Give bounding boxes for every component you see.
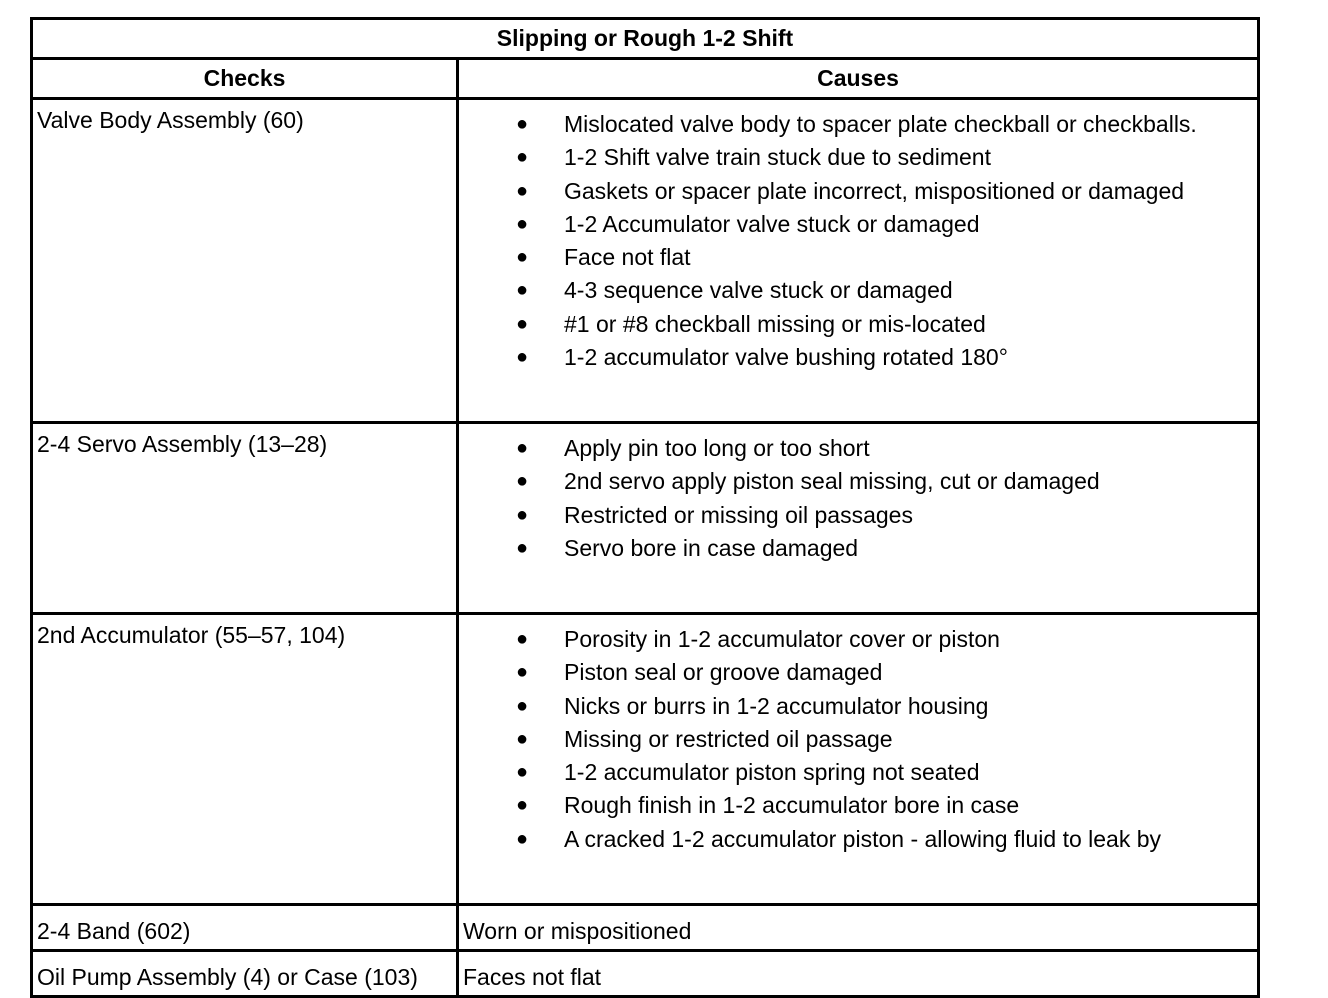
bullet-icon: ● — [516, 503, 529, 526]
cause-item: ● Rough finish in 1-2 accumulator bore in case — [459, 789, 1257, 822]
cause-item: ● Nicks or burrs in 1-2 accumulator housing — [459, 690, 1257, 723]
cause-item: ● Porosity in 1-2 accumulator cover or piston — [459, 623, 1257, 656]
diagnosis-table — [30, 17, 1260, 998]
cause-item: ● Missing or restricted oil passage — [459, 723, 1257, 756]
checks-header: Checks — [32, 59, 458, 99]
bullet-icon: ● — [516, 437, 529, 459]
check-cell: 2-4 Band (602) — [32, 905, 458, 951]
bullet-icon: ● — [516, 470, 529, 493]
bullet-icon: ● — [516, 536, 529, 559]
cause-item: ● Servo bore in case damaged — [459, 532, 1257, 565]
cause-item: ● Apply pin too long or too short — [459, 432, 1257, 465]
check-cell: 2nd Accumulator (55–57, 104) — [32, 614, 458, 905]
table-row — [32, 951, 1259, 997]
bullet-icon: ● — [516, 694, 529, 717]
cause-item: ● 1-2 accumulator piston spring not seated — [459, 756, 1257, 789]
cause-cell: Worn or mispositioned — [458, 905, 1259, 951]
bullet-icon: ● — [516, 346, 529, 369]
cause-item: ● Restricted or missing oil passages — [459, 499, 1257, 532]
cause-item: ● 1-2 Shift valve train stuck due to sediment — [459, 141, 1257, 174]
cause-item: ● 1-2 Accumulator valve stuck or damaged — [459, 208, 1257, 241]
bullet-icon: ● — [516, 661, 529, 684]
cause-item: ● #1 or #8 checkball missing or mis-located — [459, 308, 1257, 341]
causes-cell — [458, 423, 1259, 614]
cause-item: ● A cracked 1-2 accumulator piston - allowing fluid to leak by — [459, 823, 1257, 856]
bullet-icon: ● — [516, 246, 529, 269]
table-row — [32, 905, 1259, 951]
check-cell: Oil Pump Assembly (4) or Case (103) — [32, 951, 458, 997]
bullet-icon: ● — [516, 761, 529, 784]
cause-item: ● Mislocated valve body to spacer plate checkball or checkballs. — [459, 108, 1257, 141]
bullet-icon: ● — [516, 827, 529, 850]
causes-header: Causes — [458, 59, 1259, 99]
cause-item: ● Gaskets or spacer plate incorrect, mispositioned or damaged — [459, 175, 1257, 208]
bullet-icon: ● — [516, 727, 529, 750]
cause-item: ● Piston seal or groove damaged — [459, 656, 1257, 689]
bullet-icon: ● — [516, 279, 529, 302]
cause-cell: Faces not flat — [458, 951, 1259, 997]
bullet-icon: ● — [516, 146, 529, 169]
cause-list — [459, 108, 1257, 374]
table-row — [32, 423, 1259, 614]
cause-item: ● Face not flat — [459, 241, 1257, 274]
cause-item: ● 4-3 sequence valve stuck or damaged — [459, 274, 1257, 307]
table-row — [32, 614, 1259, 905]
cause-item: ● 1-2 accumulator valve bushing rotated 180° — [459, 341, 1257, 374]
bullet-icon: ● — [516, 312, 529, 335]
cause-item: ● 2nd servo apply piston seal missing, cut or damaged — [459, 465, 1257, 498]
check-cell: Valve Body Assembly (60) — [32, 99, 458, 423]
causes-cell — [458, 614, 1259, 905]
bullet-icon: ● — [516, 628, 529, 650]
bullet-icon: ● — [516, 179, 529, 202]
causes-cell — [458, 99, 1259, 423]
table-title: Slipping or Rough 1-2 Shift — [32, 19, 1259, 59]
bullet-icon: ● — [516, 794, 529, 817]
bullet-icon: ● — [516, 113, 529, 135]
cause-list — [459, 432, 1257, 565]
bullet-icon: ● — [516, 212, 529, 235]
cause-list — [459, 623, 1257, 856]
check-cell: 2-4 Servo Assembly (13–28) — [32, 423, 458, 614]
table-row — [32, 99, 1259, 423]
